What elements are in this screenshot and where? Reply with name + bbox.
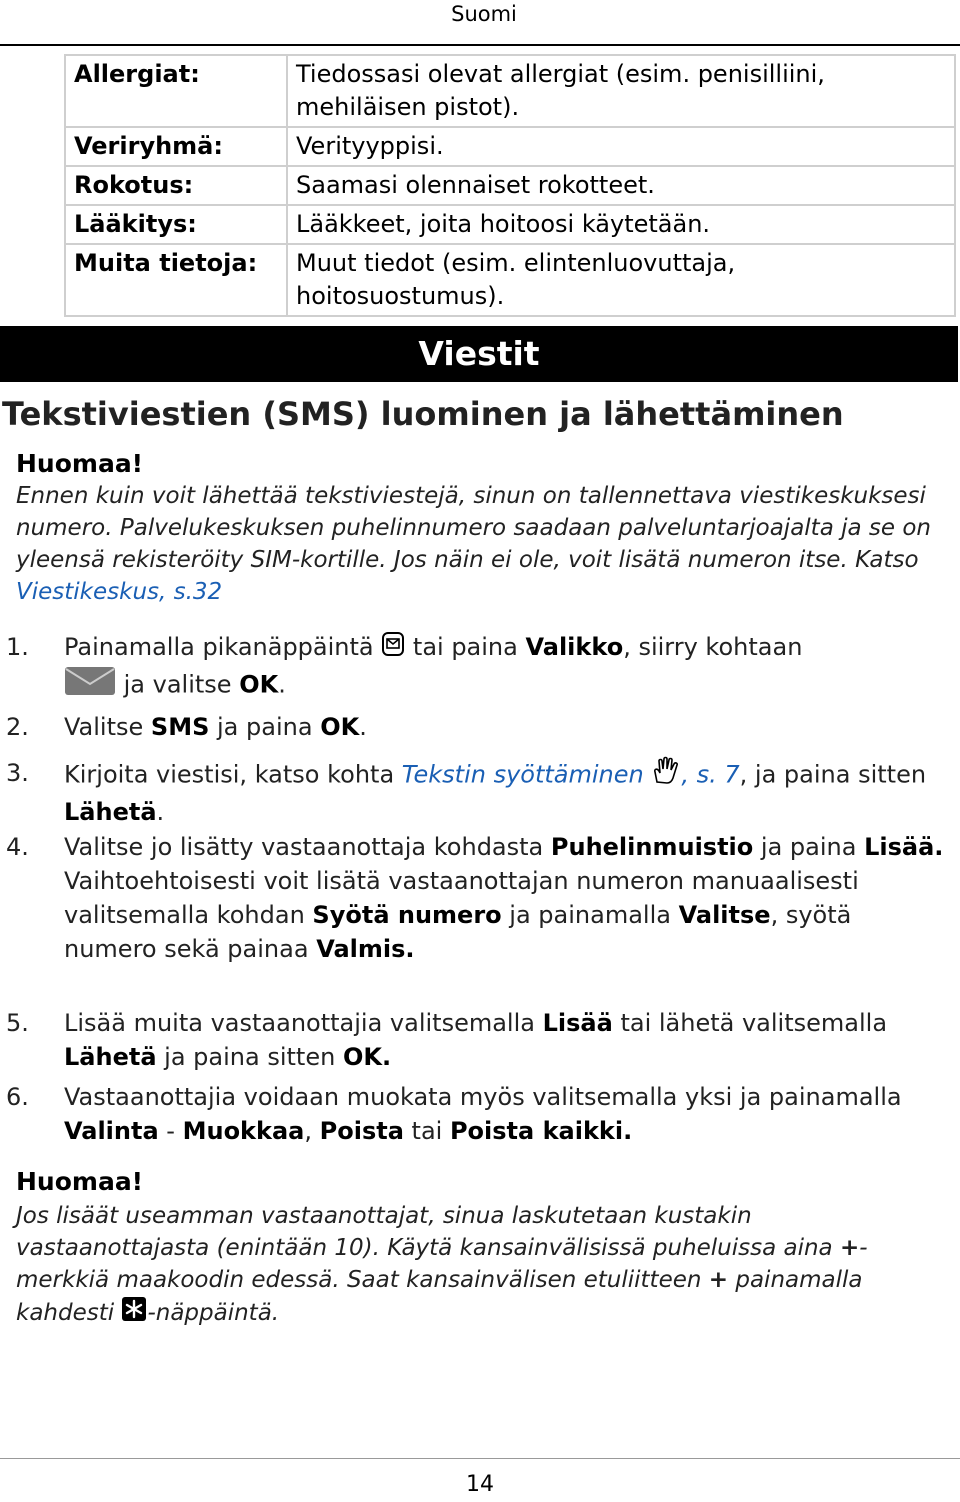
step-5 — [6, 1006, 946, 1074]
note-body: -näppäintä. — [147, 1300, 280, 1326]
lisaa-label: Lisää — [542, 1009, 613, 1037]
step-number: 1. — [6, 633, 29, 661]
step-4 — [6, 830, 946, 966]
section-heading: Tekstiviestien (SMS) luominen ja lähettäminen — [2, 395, 844, 433]
table-row — [65, 205, 955, 244]
step-6 — [6, 1080, 946, 1148]
valmis-label: Valmis — [316, 935, 406, 963]
row-value: Lääkkeet, joita hoitoosi käytetään. — [287, 205, 955, 244]
laheta-label: Lähetä — [64, 798, 157, 826]
table-row — [65, 55, 955, 127]
step-text: tai paina — [412, 633, 518, 661]
hand-icon — [651, 756, 681, 795]
muokkaa-label: Muokkaa — [182, 1117, 305, 1145]
footer-divider — [0, 1458, 960, 1459]
step-text: , siirry kohtaan — [623, 633, 803, 661]
valikko-label: Valikko — [525, 633, 624, 661]
tekstin-syottaminen-link[interactable]: Tekstin syöttäminen — [401, 760, 644, 789]
valinta-label: Valinta — [64, 1117, 159, 1145]
step-text: Vaihtoehtoisesti voit lisätä vastaanottajan numeron manuaalisesti valitsemalla kohdan — [64, 867, 859, 929]
step-2 — [6, 710, 946, 744]
step-text: . — [623, 1117, 633, 1145]
step-text: Kirjoita viestisi, katso kohta — [64, 760, 395, 789]
ok-label: OK — [342, 1043, 382, 1071]
step-text: tai — [403, 1117, 450, 1145]
puhelinmuistio-label: Puhelinmuistio — [550, 833, 754, 861]
step-text: , syötä numero sekä painaa — [64, 901, 852, 963]
step-text: , ja paina sitten — [739, 760, 927, 789]
plus-sign: + — [708, 1267, 729, 1293]
sms-label: SMS — [150, 713, 210, 741]
table-row — [65, 127, 955, 166]
step-number: 2. — [6, 713, 29, 741]
viestikeskus-link[interactable]: Viestikeskus, s.32 — [16, 579, 223, 605]
row-label: Veriryhmä: — [65, 127, 287, 166]
valitse-label: Valitse — [678, 901, 771, 929]
note-text — [16, 1200, 916, 1331]
note-title: Huomaa! — [16, 1167, 144, 1196]
step-text: ja paina — [217, 713, 313, 741]
step-text: . — [278, 670, 286, 698]
row-label: Lääkitys: — [65, 205, 287, 244]
row-value: Saamasi olennaiset rokotteet. — [287, 166, 955, 205]
row-label: Muita tietoja: — [65, 244, 287, 316]
row-label: Rokotus: — [65, 166, 287, 205]
table-row — [65, 244, 955, 316]
step-text: - — [158, 1117, 183, 1145]
syota-numero-label: Syötä numero — [312, 901, 502, 929]
section-banner: Viestit — [0, 326, 958, 382]
step-3 — [6, 756, 946, 829]
note-body: -merkkiä maakoodin edessä. Saat kansainvälisen etuliitteen — [16, 1235, 868, 1293]
step-number: 4. — [6, 833, 29, 861]
plus-sign: + — [839, 1235, 860, 1261]
step-text: Lisää muita vastaanottajia valitsemalla — [64, 1009, 535, 1037]
step-text: , — [304, 1117, 320, 1145]
step-text: . — [934, 833, 944, 861]
row-label: Allergiat: — [65, 55, 287, 127]
step-number: 6. — [6, 1083, 29, 1111]
note-text — [16, 480, 946, 608]
language-label: Suomi — [451, 2, 517, 26]
row-value: Muut tiedot (esim. elintenluovuttaja, hoitosuostumus). — [287, 244, 955, 316]
step-text: Vastaanottajia voidaan muokata myös valitsemalla yksi ja painamalla — [64, 1083, 902, 1111]
step-number: 3. — [6, 759, 29, 787]
page-number: 14 — [466, 1472, 494, 1497]
lisaa-label: Lisää — [864, 833, 935, 861]
step-text: Painamalla pikanäppäintä — [64, 633, 374, 661]
step-text: Valitse jo lisätty vastaanottaja kohdasta — [64, 833, 544, 861]
message-key-icon — [381, 631, 405, 666]
note-body: Ennen kuin voit lähettää tekstiviestejä, sinun on tallennettava viestikeskuksesi numero. Palvelukeskuksen puhelinnumero saadaan palveluntarjoajalta ja se on yleensä rekisteröity SIM-kortille. Jos näin ei ole, voit lisätä numeron itse. Katso — [16, 483, 931, 573]
row-value: Tiedossasi olevat allergiat (esim. penisilliini, mehiläisen pistot). — [287, 55, 955, 127]
step-number: 5. — [6, 1009, 29, 1037]
step-text: ja paina — [760, 833, 857, 861]
table-row — [65, 166, 955, 205]
ok-label: OK — [320, 713, 360, 741]
laheta-label: Lähetä — [64, 1043, 157, 1071]
step-text: . — [156, 798, 165, 826]
step-text: ja paina sitten — [164, 1043, 336, 1071]
note-body: painamalla kahdesti — [16, 1267, 863, 1326]
row-value: Verityyppisi. — [287, 127, 955, 166]
ok-label: OK — [239, 670, 279, 698]
note-title: Huomaa! — [16, 449, 144, 478]
step-text: . — [381, 1043, 392, 1071]
step-text: . — [405, 935, 415, 963]
star-key-icon — [121, 1296, 147, 1331]
step-1 — [6, 630, 946, 705]
page-link[interactable]: , s. 7 — [681, 760, 740, 789]
envelope-icon — [64, 666, 116, 705]
step-text: . — [359, 713, 367, 741]
header-divider — [0, 44, 960, 46]
step-text: ja valitse — [123, 670, 232, 698]
poista-label: Poista — [319, 1117, 404, 1145]
step-text: tai lähetä valitsemalla — [620, 1009, 888, 1037]
step-text: Valitse — [64, 713, 144, 741]
poista-kaikki-label: Poista kaikki — [449, 1117, 624, 1145]
step-text: ja painamalla — [509, 901, 671, 929]
note-body: Jos lisäät useamman vastaanottajat, sinua laskutetaan kustakin vastaanottajasta (enintään 10). Käytä kansainvälisissä puheluissa aina — [16, 1203, 840, 1261]
personal-info-table — [64, 54, 956, 317]
